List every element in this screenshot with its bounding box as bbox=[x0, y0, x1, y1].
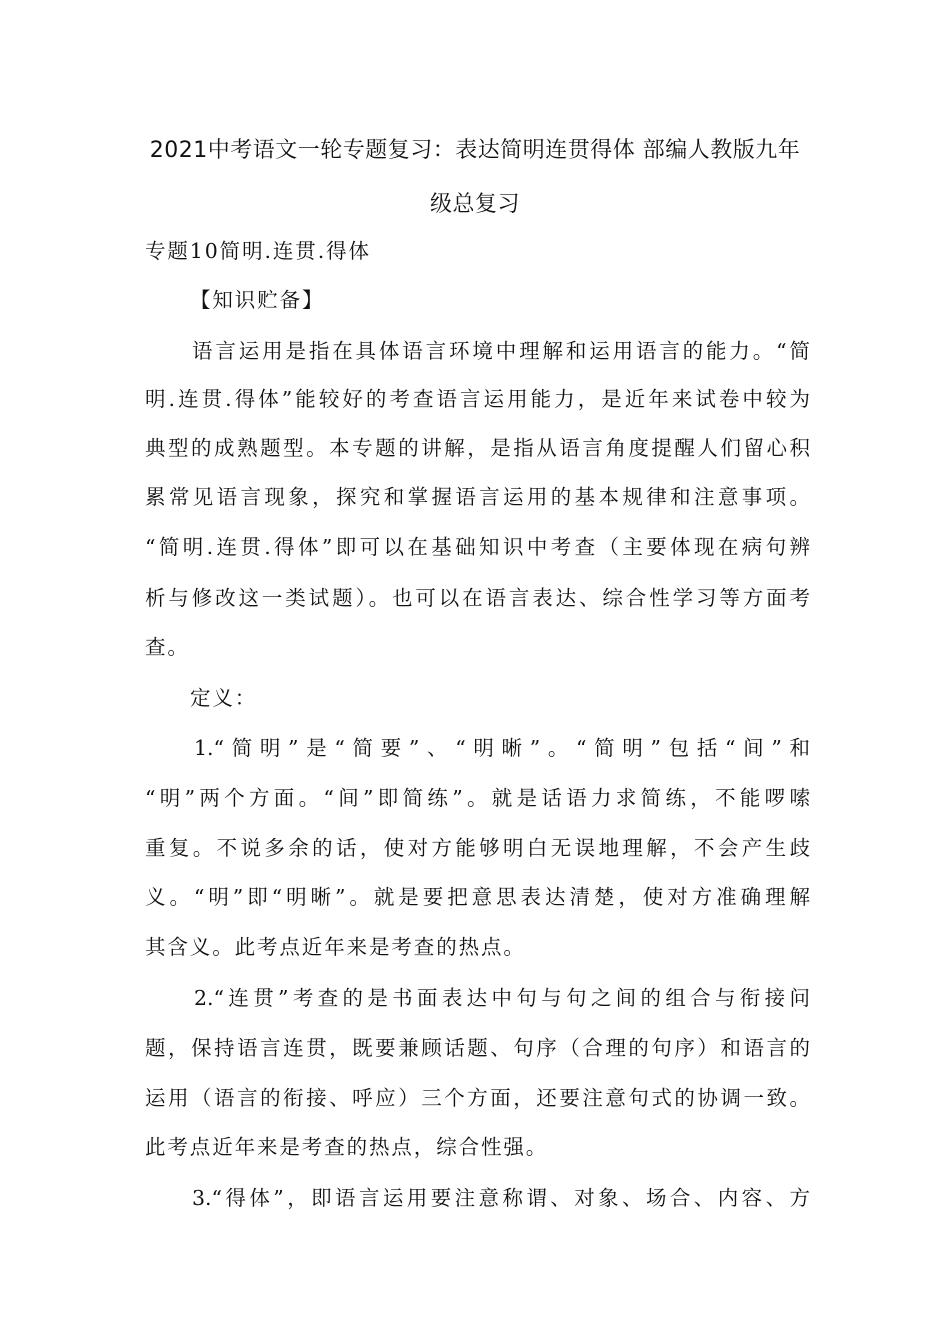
intro-line: 析与修改这一类试题）。也可以在语言表达、综合性学习等方面考 bbox=[145, 586, 810, 610]
document-title-line-1: 2021中考语文一轮专题复习：表达简明连贯得体 部编人教版九年 bbox=[149, 138, 801, 163]
intro-line: 查。 bbox=[145, 635, 190, 659]
point1-line: “明”两个方面。“间”即简练”。就是话语力求简练，不能啰嗦 bbox=[145, 786, 810, 810]
point3-line: 3.“得体”，即语言运用要注意称谓、对象、场合、内容、方 bbox=[192, 1186, 810, 1210]
intro-line: 明.连贯.得体”能较好的考查语言运用能力，是近年来试卷中较为 bbox=[145, 387, 810, 411]
intro-line: “简明.连贯.得体”即可以在基础知识中考查（主要体现在病句辨 bbox=[145, 535, 810, 559]
intro-line: 累常见语言现象，探究和掌握语言运用的基本规律和注意事项。 bbox=[145, 485, 810, 509]
point1-line: 1.“简明”是“简要”、“明晰”。“简明”包括“间”和 bbox=[194, 736, 810, 760]
intro-line: 语言运用是指在具体语言环境中理解和运用语言的能力。“简 bbox=[192, 339, 810, 363]
point1-line: 其含义。此考点近年来是考查的热点。 bbox=[145, 935, 526, 959]
point2-line: 此考点近年来是考查的热点，综合性强。 bbox=[145, 1135, 549, 1159]
document-title-line-2: 级总复习 bbox=[429, 192, 520, 217]
definition-label: 定义： bbox=[190, 686, 258, 710]
point2-line: 2.“连贯”考查的是书面表达中句与句之间的组合与衔接问 bbox=[194, 986, 810, 1010]
intro-line: 典型的成熟题型。本专题的讲解，是指从语言角度提醒人们留心积 bbox=[145, 436, 810, 460]
point2-line: 运用（语言的衔接、呼应）三个方面，还要注意句式的协调一致。 bbox=[145, 1086, 810, 1110]
point1-line: 重复。不说多余的话，使对方能够明白无误地理解，不会产生歧 bbox=[145, 836, 810, 860]
section-header: 【知识贮备】 bbox=[190, 288, 325, 312]
point2-line: 题，保持语言连贯，既要兼顾话题、句序（合理的句序）和语言的 bbox=[145, 1036, 810, 1060]
topic-subtitle: 专题10简明.连贯.得体 bbox=[145, 239, 371, 263]
point1-line: 义。“明”即“明晰”。就是要把意思表达清楚，使对方准确理解 bbox=[145, 885, 810, 909]
